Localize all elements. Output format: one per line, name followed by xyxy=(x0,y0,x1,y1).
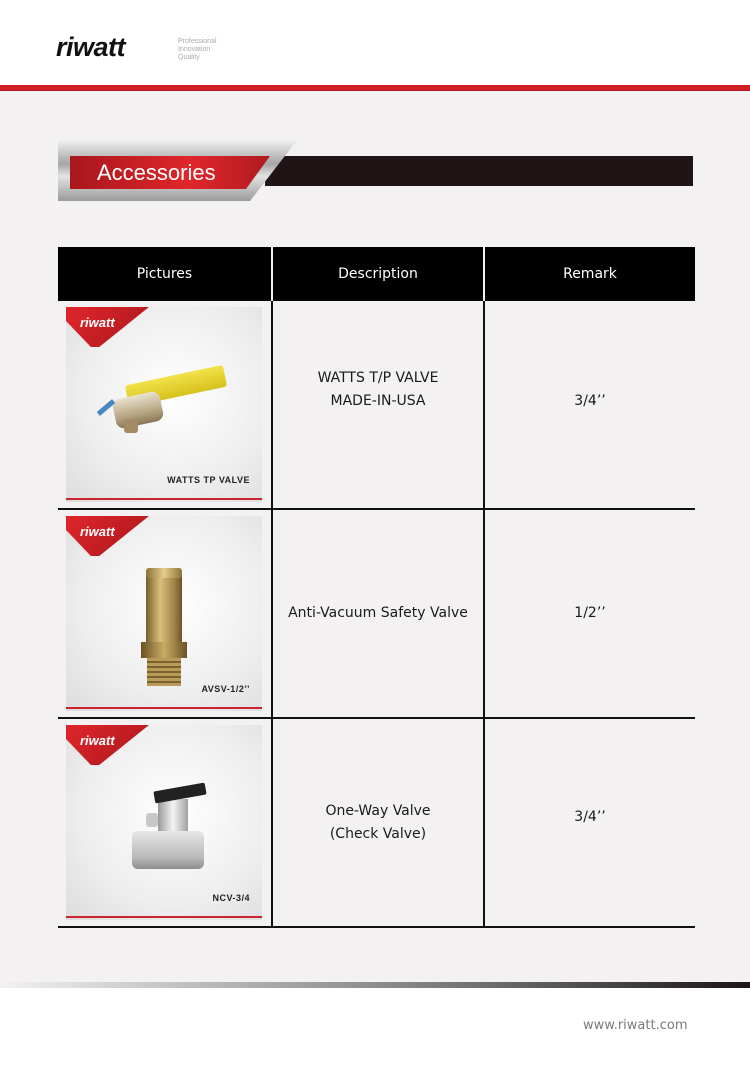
brand-badge-text: riwatt xyxy=(80,315,115,330)
tagline-line: Innovation xyxy=(178,46,211,53)
brand-tagline xyxy=(178,38,217,62)
accessories-table xyxy=(58,247,695,928)
valve-inlet-illustration xyxy=(124,419,138,433)
product-caption: WATTS TP VALVE xyxy=(167,475,250,485)
description-line: One-Way Valve xyxy=(325,802,431,819)
remark-value: 3/4’’ xyxy=(574,393,606,409)
picture-cell xyxy=(58,301,271,508)
description-cell xyxy=(271,510,483,717)
brand-badge-text: riwatt xyxy=(80,733,115,748)
description-cell xyxy=(271,301,483,508)
description-line: (Check Valve) xyxy=(329,825,427,842)
header-divider xyxy=(0,85,750,90)
banner-dark-bar xyxy=(265,156,693,186)
column-header-remark: Remark xyxy=(483,247,695,301)
page-header xyxy=(0,0,750,85)
remark-cell xyxy=(483,301,695,508)
caption-underline xyxy=(66,916,262,918)
description-line: Anti-Vacuum Safety Valve xyxy=(288,605,468,621)
product-caption: AVSV-1/2’’ xyxy=(201,684,250,694)
product-image-check-valve xyxy=(66,725,262,920)
column-header-pictures: Pictures xyxy=(136,266,193,282)
tagline-line: Professional xyxy=(178,38,217,45)
column-header-description: Description xyxy=(271,247,483,301)
remark-value: 3/4’’ xyxy=(574,809,606,825)
remark-cell xyxy=(483,510,695,717)
table-row xyxy=(58,719,695,928)
remark-cell xyxy=(483,719,695,926)
caption-underline xyxy=(66,707,262,709)
footer-website-link[interactable]: www.riwatt.com xyxy=(583,1018,688,1033)
valve-body-illustration xyxy=(146,576,182,644)
description-line: MADE-IN-USA xyxy=(330,392,426,409)
product-image-watts-tp-valve xyxy=(66,307,262,502)
product-caption: NCV-3/4 xyxy=(212,893,250,903)
section-title: Accessories xyxy=(97,160,216,185)
valve-thread-illustration xyxy=(147,658,181,686)
valve-body-illustration xyxy=(111,390,164,429)
valve-knob-illustration xyxy=(146,813,158,827)
table-header xyxy=(58,247,695,301)
table-row xyxy=(58,301,695,510)
description-cell xyxy=(271,719,483,926)
table-row xyxy=(58,510,695,719)
brand-badge-text: riwatt xyxy=(80,524,115,539)
valve-cap-illustration xyxy=(146,568,182,578)
picture-cell xyxy=(58,719,271,926)
product-image-anti-vacuum-valve xyxy=(66,516,262,711)
valve-body-illustration xyxy=(132,831,204,869)
picture-cell xyxy=(58,510,271,717)
caption-underline xyxy=(66,498,262,500)
valve-hex-illustration xyxy=(141,642,187,658)
brand-logo: riwatt xyxy=(56,32,126,62)
tagline-line: Quality xyxy=(178,54,200,61)
description-line: WATTS T/P VALVE xyxy=(317,369,439,386)
remark-value: 1/2’’ xyxy=(574,605,606,621)
